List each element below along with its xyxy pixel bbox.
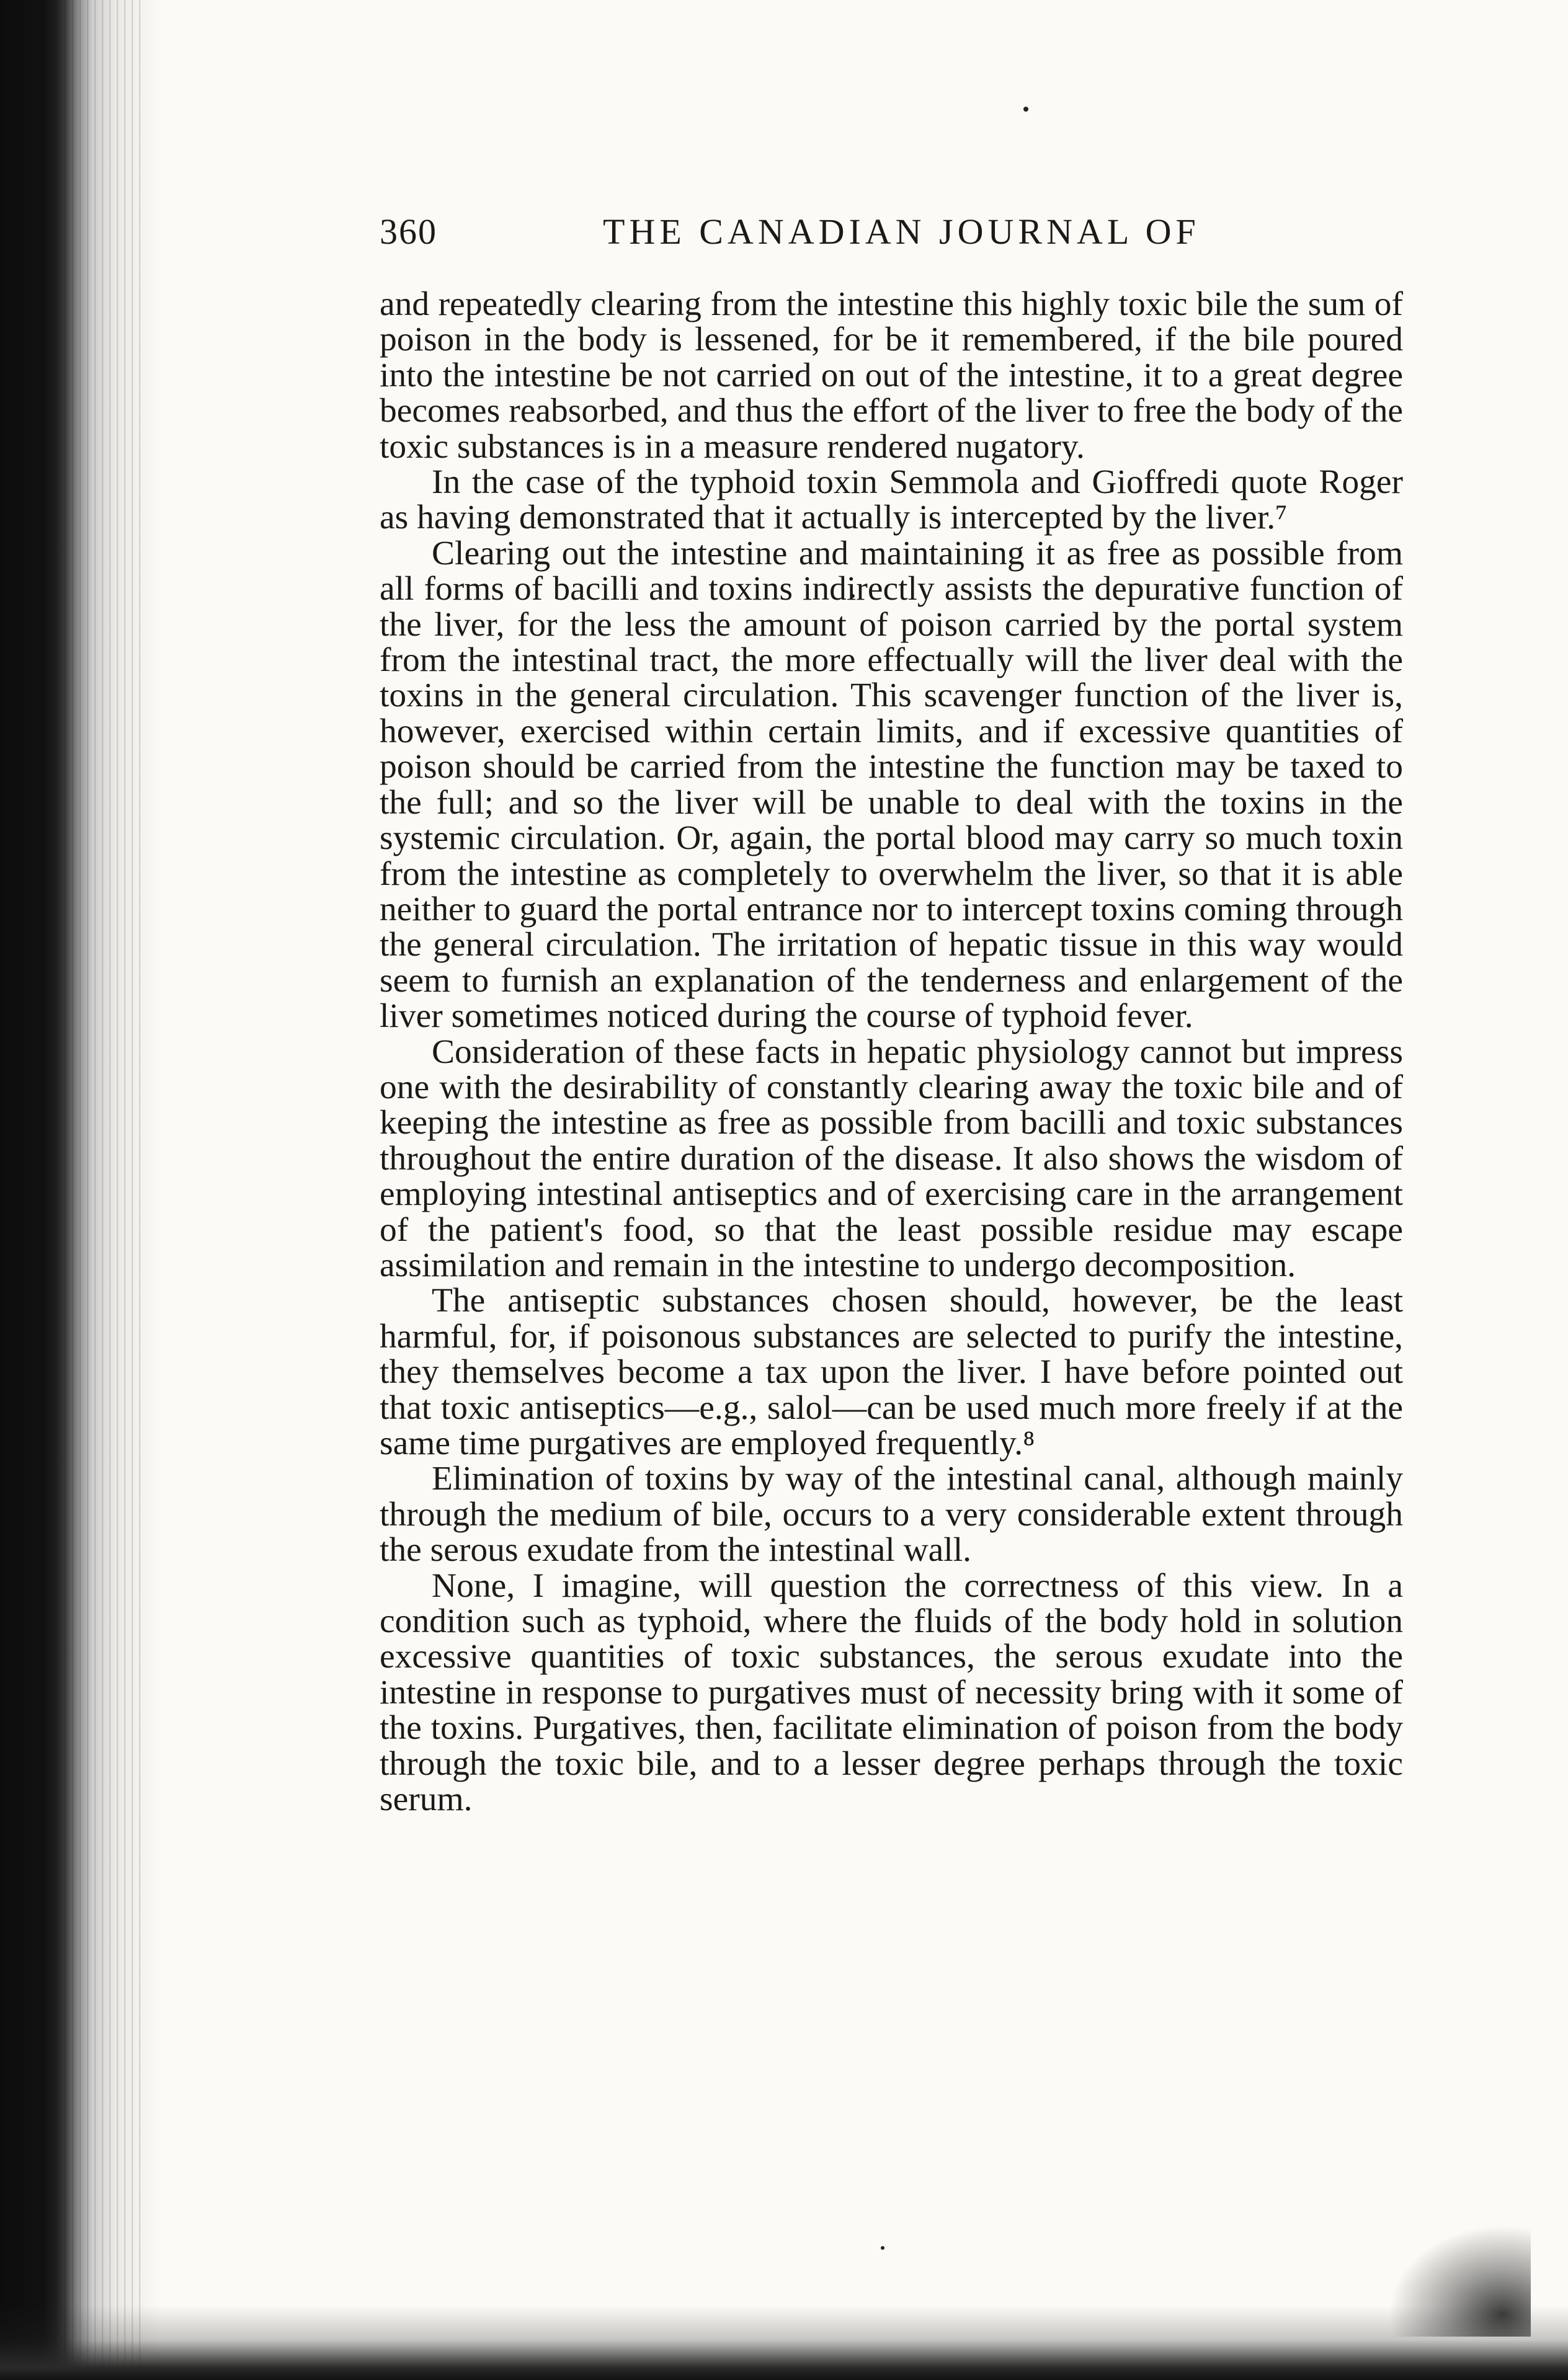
- speck-mark: [881, 2246, 884, 2250]
- running-head: [380, 211, 1403, 260]
- paragraph-continued: and repeatedly clearing from the intestine this highly toxic bile the sum of poison in the body is lessened, for be it remembered, if the bile poured into the intestine be not carried on out of the intestine, it to a great degree becomes reabsorbed, and thus the effort of the liver to free the body of the toxic substances is in a measure rendered nugatory.: [380, 285, 1403, 466]
- paragraph: None, I imagine, will question the correctness of this view. In a condition such as typhoid, where the fluids of the body hold in solution excessive quantities of toxic substances, the serous exudate into the intestine in response to purgatives must of necessity bring with it some of the toxins. Purgatives, then, facilitate elimination of poison from the body through the toxic bile, and to a lesser degree perhaps through the toxic serum.: [380, 1566, 1403, 1819]
- bottom-edge-shadow: [0, 2306, 1568, 2380]
- body-text: [380, 286, 1403, 1817]
- paragraph: The antiseptic substances chosen should, however, be the least harmful, for, if poisonous substances are selected to purify the intestine, they themselves become a tax upon the liver. I have before pointed out that toxic antiseptics—e.g., salol—can be used much more freely if at the same time purgatives are employed frequently.⁸: [380, 1282, 1403, 1462]
- speck-mark: [1023, 107, 1028, 112]
- paragraph: Consideration of these facts in hepatic physiology cannot but impress one with the desirability of constantly clearing away the toxic bile and of keeping the intestine as free as possible from bacilli and toxic substances throughout the entire duration of the disease. It also shows the wisdom of employing intestinal antiseptics and of exercising care in the arrangement of the patient's food, so that the least possible residue may escape assimilation and remain in the intestine to undergo decomposition.: [380, 1032, 1403, 1284]
- page-number: 360: [380, 211, 437, 252]
- paragraph: Clearing out the intestine and maintaining it as free as possible from all forms of bacilli and toxins indirectly assists the depurative function of the liver, for the less the amount of poison carried by the portal system from the intestinal tract, the more effectually will the liver deal with the toxins in the general circulation. This scavenger function of the liver is, however, exercised within certain limits, and if excessive quantities of poison should be carried from the intestine the function may be taxed to the full; and so the liver will be unable to deal with the toxins in the systemic circulation. Or, again, the portal blood may carry so much toxin from the intestine as completely to overwhelm the liver, so that it is able neither to guard the portal entrance nor to intercept toxins coming through the general circulation. The irritation of hepatic tissue in this way would seem to furnish an explanation of the tenderness and enlargement of the liver sometimes noticed during the course of typhoid fever.: [380, 534, 1403, 1036]
- paragraph: In the case of the typhoid toxin Semmola and Gioffredi quote Roger as having demonstrated that it actually is intercepted by the liver.⁷: [380, 463, 1403, 537]
- journal-title: THE CANADIAN JOURNAL OF: [603, 211, 1200, 252]
- corner-smudge: [1388, 2225, 1531, 2337]
- paragraph: Elimination of toxins by way of the intestinal canal, although mainly through the medium of bile, occurs to a very considerable extent through the serous exudate from the intestinal wall.: [380, 1460, 1403, 1570]
- binding-edge-streaks: [59, 0, 146, 2380]
